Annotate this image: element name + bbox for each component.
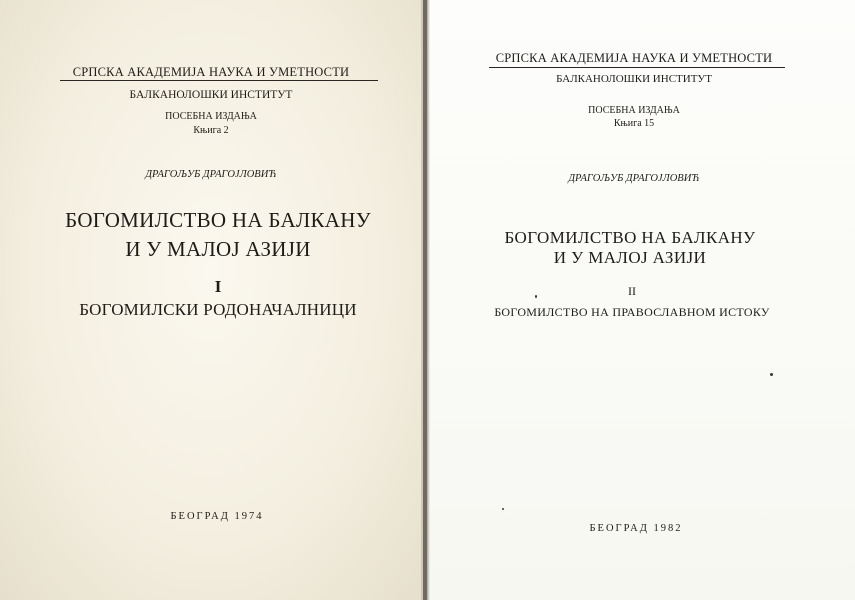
book-cover-volume-2 xyxy=(427,0,855,600)
volume-subtitle: БОГОМИЛСТВО НА ПРАВОСЛАВНОМ ИСТОКУ xyxy=(494,305,770,319)
header-rule xyxy=(489,67,785,68)
volume-subtitle: БОГОМИЛСКИ РОДОНАЧАЛНИЦИ xyxy=(79,300,357,319)
series-name: ПОСЕБНА ИЗДАЊА xyxy=(588,105,680,116)
volume-number: I xyxy=(214,277,222,296)
paper-speck xyxy=(502,508,504,510)
book-cover-volume-1 xyxy=(0,0,423,600)
author-name: ДРАГОЉУБ ДРАГОЈЛОВИЋ xyxy=(568,173,700,184)
academy-name: СРПСКА АКАДЕМИЈА НАУКА И УМЕТНОСТИ xyxy=(495,51,773,65)
volume-number: II xyxy=(628,284,636,298)
institute-name: БАЛКАНОЛОШКИ ИНСТИТУТ xyxy=(129,89,293,101)
author-name: ДРАГОЉУБ ДРАГОЈЛОВИЋ xyxy=(145,169,277,180)
book-title-line-1: БОГОМИЛСТВО НА БАЛКАНУ xyxy=(504,228,756,247)
imprint: БЕОГРАД 1974 xyxy=(170,511,264,522)
book-title-line-2: И У МАЛОЈ АЗИЈИ xyxy=(553,248,707,267)
series-name: ПОСЕБНА ИЗДАЊА xyxy=(165,111,257,122)
paper-speck xyxy=(770,373,773,376)
institute-name: БАЛКАНОЛОШКИ ИНСТИТУТ xyxy=(556,73,712,85)
header-rule xyxy=(60,80,378,81)
book-number: Књига 2 xyxy=(193,125,229,136)
academy-name: СРПСКА АКАДЕМИЈА НАУКА И УМЕТНОСТИ xyxy=(72,65,350,79)
book-number: Књига 15 xyxy=(613,118,655,129)
paper-speck xyxy=(535,295,537,298)
book-title-line-2: И У МАЛОЈ АЗИЈИ xyxy=(125,237,311,261)
imprint: БЕОГРАД 1982 xyxy=(589,523,683,534)
book-title-line-1: БОГОМИЛСТВО НА БАЛКАНУ xyxy=(65,208,371,232)
